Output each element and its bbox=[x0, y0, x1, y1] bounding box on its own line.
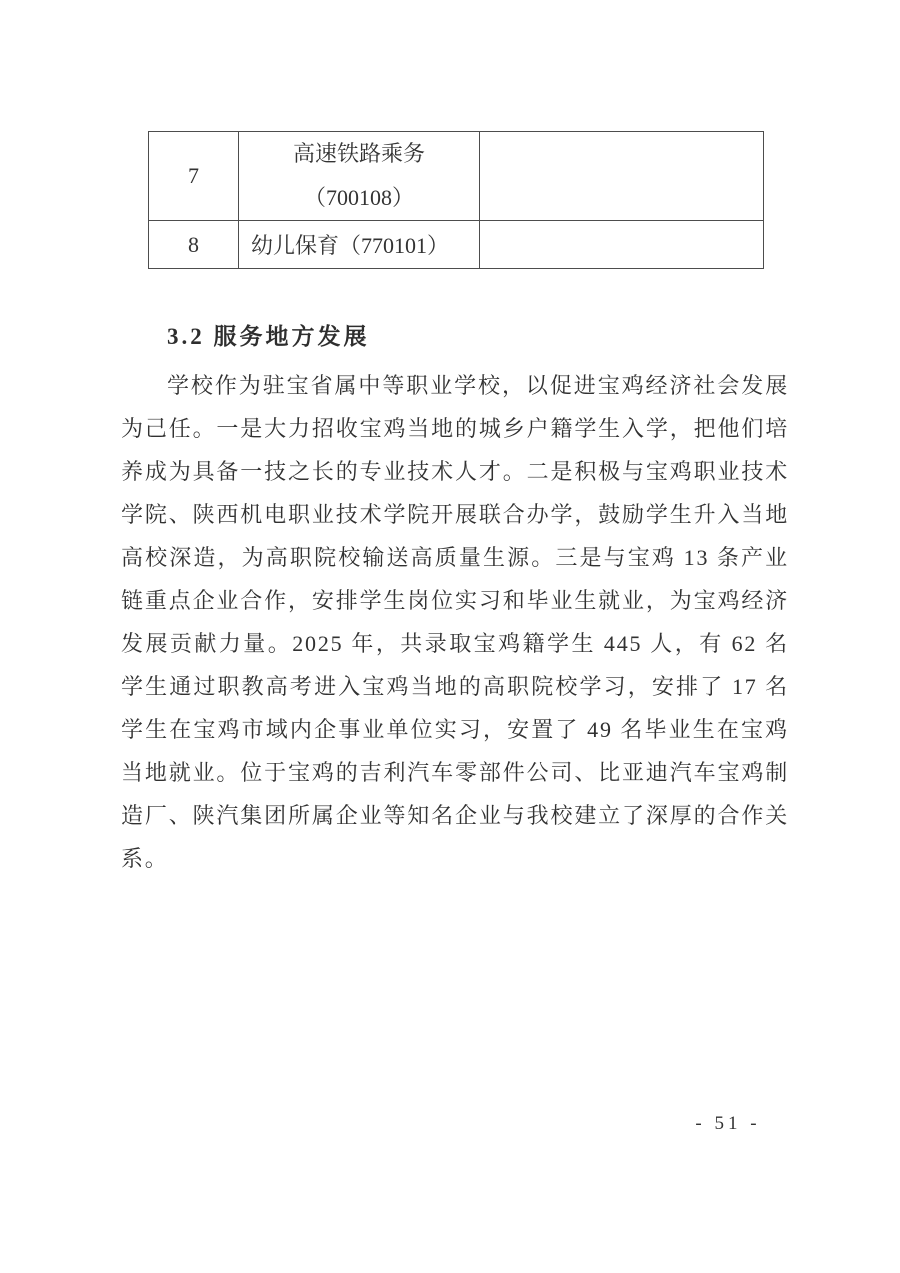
empty-note-cell bbox=[480, 132, 764, 221]
body-paragraph: 学校作为驻宝省属中等职业学校，以促进宝鸡经济社会发展为己任。一是大力招收宝鸡当地的城乡户籍学生入学，把他们培养成为具备一技之长的专业技术人才。二是积极与宝鸡职业技术学院、陕西机电职业技术学院开展联合办学，鼓励学生升入当地高校深造，为高职院校输送高质量生源。三是与宝鸡 13 条产业链重点企业合作，安排学生岗位实习和毕业生就业，为宝鸡经济发展贡献力量。2025 年，共录取宝鸡籍学生 445 人，有 62 名学生通过职教高考进入宝鸡当地的高职院校学习，安排了 17 名学生在宝鸡市域内企事业单位实习，安置了 49 名毕业生在宝鸡当地就业。位于宝鸡的吉利汽车零部件公司、比亚迪汽车宝鸡制造厂、陕汽集团所属企业等知名企业与我校建立了深厚的合作关系。 bbox=[121, 373, 789, 871]
table-row-8 bbox=[149, 221, 764, 269]
program-code-line: （700108） bbox=[303, 185, 414, 210]
program-name-cell: 幼儿保育（770101） bbox=[239, 221, 480, 269]
program-name-cell bbox=[239, 132, 480, 221]
table-row-7 bbox=[149, 132, 764, 221]
program-name-line: 高速铁路乘务 bbox=[292, 141, 425, 166]
page-number: - 51 - bbox=[695, 1113, 761, 1134]
section-heading: 3.2 服务地方发展 bbox=[167, 324, 370, 349]
empty-note-cell bbox=[480, 221, 764, 269]
row-number-cell: 8 bbox=[149, 221, 239, 269]
row-number-cell: 7 bbox=[149, 132, 239, 221]
program-table bbox=[148, 131, 764, 269]
